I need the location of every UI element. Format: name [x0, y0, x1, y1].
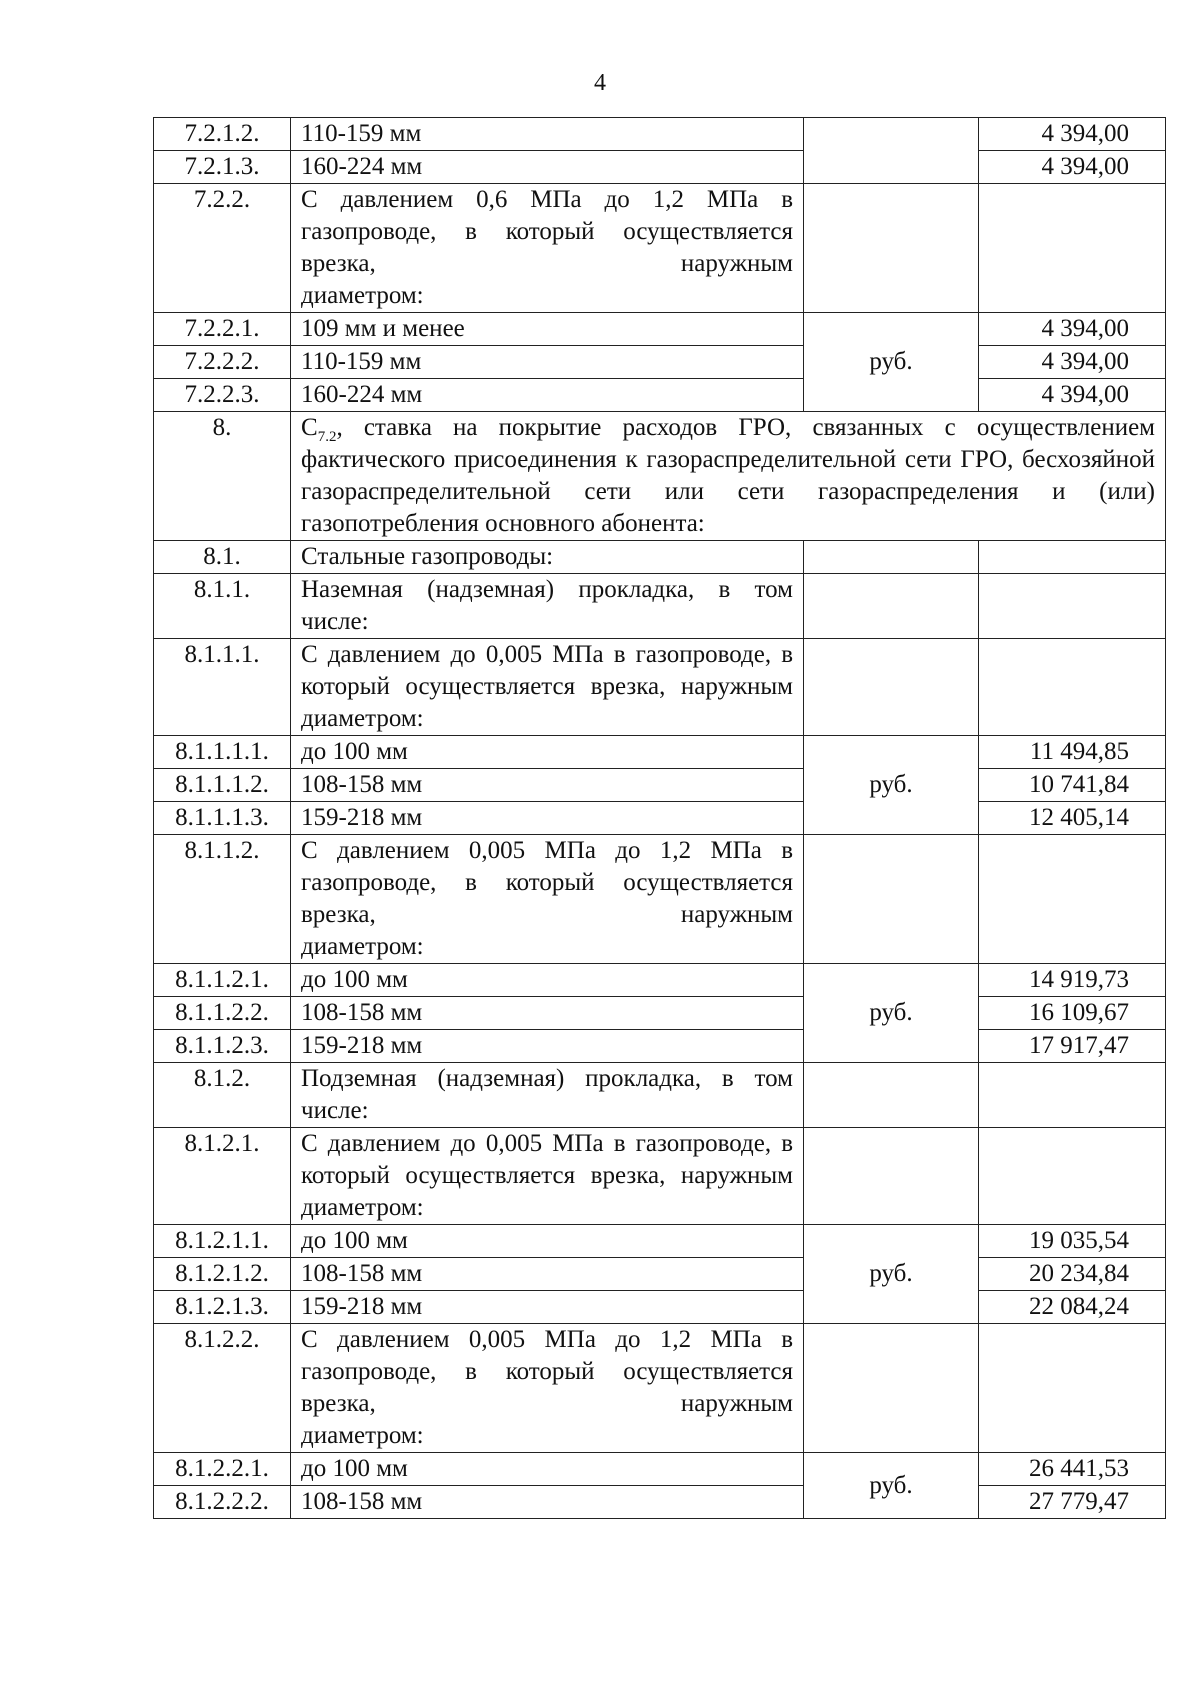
row-unit: руб.: [804, 736, 979, 835]
table-row: [154, 1324, 1166, 1453]
row-value: 26 441,53: [979, 1453, 1166, 1486]
row-value: 12 405,14: [979, 802, 1166, 835]
table-row: [154, 1486, 1166, 1519]
row-value: 20 234,84: [979, 1258, 1166, 1291]
table-row: [154, 313, 1166, 346]
row-description: 108-158 мм: [291, 1486, 804, 1519]
row-unit: [804, 1128, 979, 1225]
row-number: 8.1.2.2.: [154, 1324, 291, 1453]
row-value: 4 394,00: [979, 379, 1166, 412]
row-number: 8.1.2.2.2.: [154, 1486, 291, 1519]
table-row: [154, 1063, 1166, 1128]
row-value: 4 394,00: [979, 313, 1166, 346]
row-description-main: С давлением 0,005 МПа до 1,2 МПа в газопроводе, в который осуществляется врезка, наружным: [301, 1326, 793, 1417]
row-number: 8.1.2.1.1.: [154, 1225, 291, 1258]
row-value: [979, 835, 1166, 964]
row-description-main: С давлением до 0,005 МПа в газопроводе, в который осуществляется врезка, наружным: [301, 1130, 793, 1189]
row-value: 17 917,47: [979, 1030, 1166, 1063]
row-description: [291, 184, 804, 313]
row-number: 8.1.2.: [154, 1063, 291, 1128]
row-value: [979, 639, 1166, 736]
row-unit: [804, 639, 979, 736]
row-description-main: С давлением до 0,005 МПа в газопроводе, в который осуществляется врезка, наружным: [301, 641, 793, 700]
row-number: 8.1.: [154, 541, 291, 574]
row-description: Подземная (надземная) прокладка, в том числе:: [291, 1063, 804, 1128]
row-description: до 100 мм: [291, 1453, 804, 1486]
row-description-last: диаметром:: [301, 1422, 424, 1449]
row-number: 8.1.1.1.: [154, 639, 291, 736]
row-description-last: диаметром:: [301, 1194, 424, 1221]
row-number: 8.1.1.1.1.: [154, 736, 291, 769]
row-description: 108-158 мм: [291, 769, 804, 802]
row-description: 159-218 мм: [291, 1291, 804, 1324]
row-value: 4 394,00: [979, 151, 1166, 184]
row-description: 160-224 мм: [291, 151, 804, 184]
row-unit: [804, 574, 979, 639]
row-description: [291, 1128, 804, 1225]
row-number: 8.1.1.2.3.: [154, 1030, 291, 1063]
row-unit: руб.: [804, 1453, 979, 1519]
page-number: 4: [594, 70, 606, 96]
row-number: 8.: [154, 412, 291, 541]
row-value: 27 779,47: [979, 1486, 1166, 1519]
row-description: 159-218 мм: [291, 802, 804, 835]
table-row: [154, 1030, 1166, 1063]
table-row: [154, 184, 1166, 313]
row-description-rest: , ставка на покрытие расходов ГРО, связанных с осуществлением фактического присоединения к газораспределительной сети ГРО, бесхозяйной газораспределительной сети или сети газораспределения и (или) газопотребления основного абонента:: [301, 414, 1155, 537]
table-row: [154, 118, 1166, 151]
row-number: 8.1.1.: [154, 574, 291, 639]
row-description: [291, 1324, 804, 1453]
row-value: 16 109,67: [979, 997, 1166, 1030]
tariff-table: [153, 117, 1166, 1519]
row-description-last: диаметром:: [301, 705, 424, 732]
row-value: 10 741,84: [979, 769, 1166, 802]
table-row: [154, 769, 1166, 802]
row-number: 8.1.1.2.: [154, 835, 291, 964]
row-description-last: диаметром:: [301, 933, 424, 960]
row-description: до 100 мм: [291, 964, 804, 997]
table-row: [154, 412, 1166, 541]
table-row: [154, 1258, 1166, 1291]
table-row: [154, 1128, 1166, 1225]
row-value: [979, 574, 1166, 639]
table-row: [154, 379, 1166, 412]
row-description: [291, 835, 804, 964]
row-unit: [804, 1063, 979, 1128]
row-value: [979, 1324, 1166, 1453]
row-number: 8.1.1.1.2.: [154, 769, 291, 802]
row-number: 8.1.1.2.2.: [154, 997, 291, 1030]
row-unit: [804, 835, 979, 964]
row-description: 110-159 мм: [291, 118, 804, 151]
row-number: 8.1.2.1.3.: [154, 1291, 291, 1324]
table-row: [154, 997, 1166, 1030]
row-value: [979, 184, 1166, 313]
row-value: [979, 541, 1166, 574]
row-value: 4 394,00: [979, 118, 1166, 151]
row-description: 108-158 мм: [291, 997, 804, 1030]
row-unit: руб.: [804, 964, 979, 1063]
row-description: 110-159 мм: [291, 346, 804, 379]
table-row: [154, 639, 1166, 736]
row-number: 7.2.1.2.: [154, 118, 291, 151]
row-value: 11 494,85: [979, 736, 1166, 769]
row-number: 8.1.1.2.1.: [154, 964, 291, 997]
row-unit: руб.: [804, 313, 979, 412]
table-row: [154, 151, 1166, 184]
row-description: Стальные газопроводы:: [291, 541, 804, 574]
row-description-main: С давлением 0,6 МПа до 1,2 МПа в газопроводе, в который осуществляется врезка, наружным: [301, 186, 793, 277]
row-number: 7.2.2.3.: [154, 379, 291, 412]
row-description: Наземная (надземная) прокладка, в том числе:: [291, 574, 804, 639]
row-description: 109 мм и менее: [291, 313, 804, 346]
row-description-prefix: С: [301, 414, 318, 441]
table-row: [154, 1453, 1166, 1486]
row-description: [291, 412, 1166, 541]
row-description: 159-218 мм: [291, 1030, 804, 1063]
row-value: [979, 1128, 1166, 1225]
row-description-subscript: 7.2: [317, 429, 337, 445]
row-number: 8.1.2.1.: [154, 1128, 291, 1225]
row-description: [291, 639, 804, 736]
table-row: [154, 346, 1166, 379]
table-row: [154, 964, 1166, 997]
table-row: [154, 1291, 1166, 1324]
row-description-main: С давлением 0,005 МПа до 1,2 МПа в газопроводе, в который осуществляется врезка, наружным: [301, 837, 793, 928]
row-number: 8.1.2.2.1.: [154, 1453, 291, 1486]
table-row: [154, 736, 1166, 769]
row-number: 7.2.2.: [154, 184, 291, 313]
row-unit: [804, 541, 979, 574]
row-value: 19 035,54: [979, 1225, 1166, 1258]
table-row: [154, 835, 1166, 964]
table-row: [154, 541, 1166, 574]
row-description-last: диаметром:: [301, 282, 424, 309]
row-number: 7.2.2.1.: [154, 313, 291, 346]
row-unit: [804, 1324, 979, 1453]
row-description: 108-158 мм: [291, 1258, 804, 1291]
row-description: до 100 мм: [291, 736, 804, 769]
row-number: 8.1.1.1.3.: [154, 802, 291, 835]
row-number: 7.2.1.3.: [154, 151, 291, 184]
row-number: 8.1.2.1.2.: [154, 1258, 291, 1291]
row-value: 22 084,24: [979, 1291, 1166, 1324]
row-value: 4 394,00: [979, 346, 1166, 379]
row-unit: руб.: [804, 1225, 979, 1324]
row-value: [979, 1063, 1166, 1128]
row-description: 160-224 мм: [291, 379, 804, 412]
table-row: [154, 802, 1166, 835]
row-unit: [804, 184, 979, 313]
row-unit: [804, 118, 979, 184]
row-value: 14 919,73: [979, 964, 1166, 997]
row-description: до 100 мм: [291, 1225, 804, 1258]
table-row: [154, 1225, 1166, 1258]
row-number: 7.2.2.2.: [154, 346, 291, 379]
table-row: [154, 574, 1166, 639]
